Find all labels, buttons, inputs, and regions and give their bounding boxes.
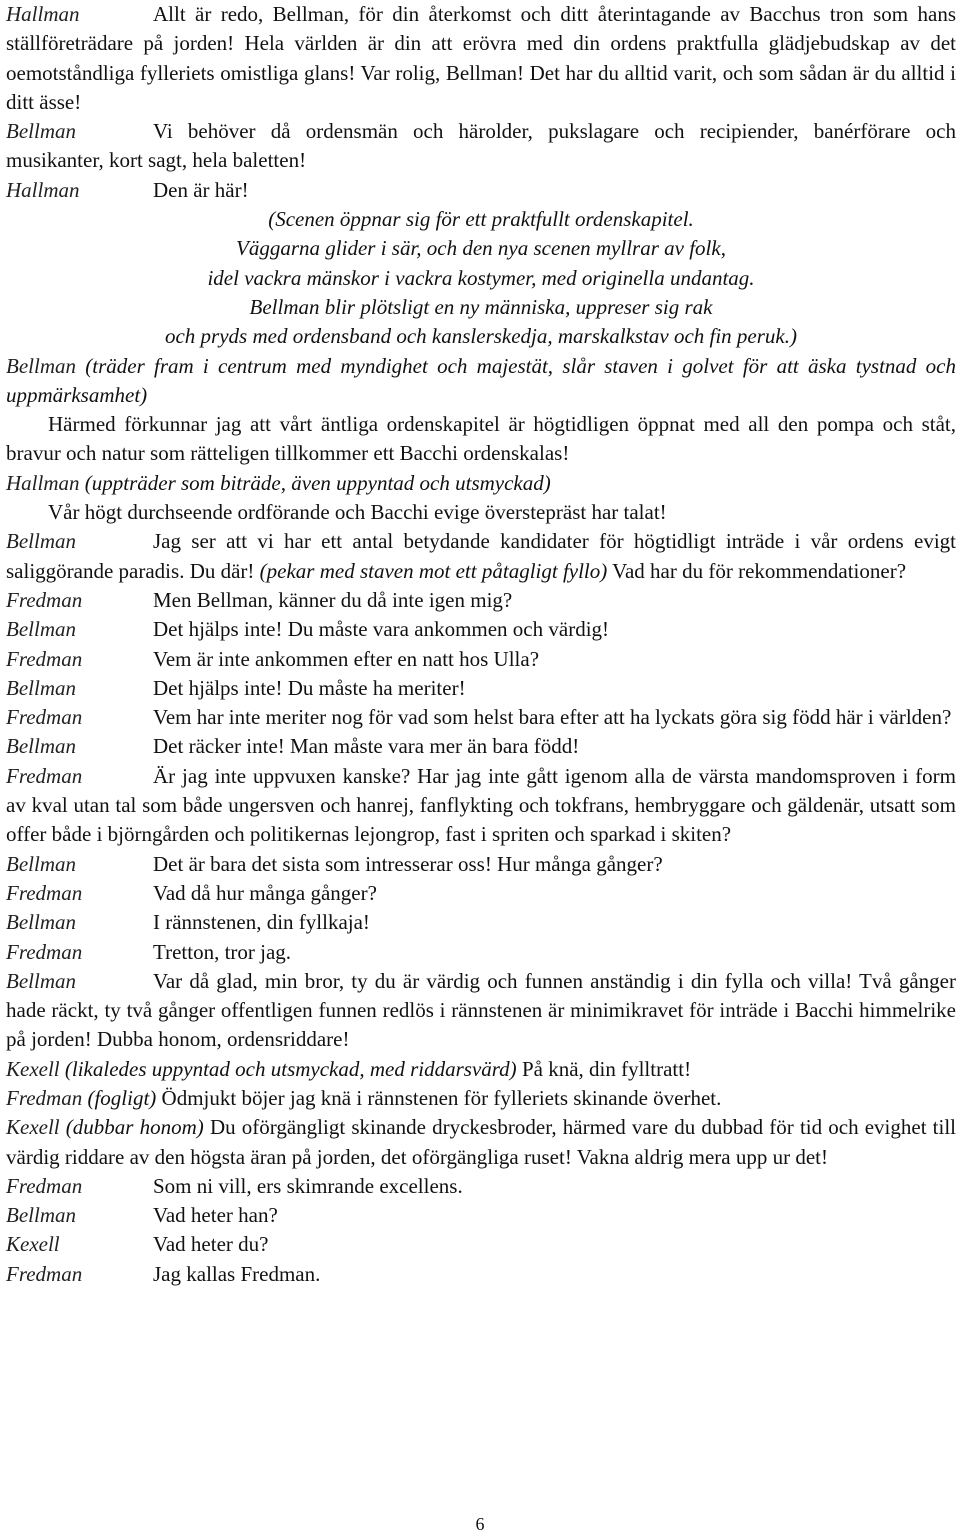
dialogue-line [6,0,956,117]
line-text: Det är bara det sista som intresserar oss! Hur många gånger? [153,851,663,876]
speaker-name: Fredman [6,1261,83,1286]
line-text: Vad heter han? [153,1203,278,1228]
speaker-name: Bellman [6,851,76,876]
speaker-name: Bellman [6,119,76,144]
line-text: Som ni vill, ers skimrande excellens. [153,1173,463,1198]
line-text: Den är här! [153,177,249,202]
dialogue-line [6,908,956,937]
speaker-name: Fredman [6,763,83,788]
speaker-name: Fredman [6,705,83,730]
stage-direction [6,352,956,411]
speaker-name: Bellman [6,1203,76,1228]
dialogue-line [6,762,956,850]
stage-direction-line: Bellman blir plötsligt en ny människa, uppreser sig rak [249,294,713,319]
speaker-name: Fredman [6,587,83,612]
speaker-name: Bellman [6,734,76,759]
speaker-name: Bellman [6,617,76,642]
line-text: Vad heter du? [153,1232,269,1257]
dialogue-line [6,117,956,176]
line-text: Vad då hur många gånger? [153,880,377,905]
direction-text: (pekar med staven mot ett påtagligt fyllo) [259,558,608,583]
line-text: Det hjälps inte! Du måste ha meriter! [153,675,466,700]
direction-text: (dubbar honom) [65,1115,204,1140]
dialogue-line [6,938,956,967]
line-text: Vem har inte meriter nog för vad som helst bara efter att ha lyckats göra sig född här i världen? [153,705,952,730]
line-text: Jag kallas Fredman. [153,1261,321,1286]
line-text: I rännstenen, din fyllkaja! [153,910,370,935]
dialogue-line [6,732,956,761]
speaker-name: Fredman [6,1173,83,1198]
speech-text: Vår högt durchseende ordförande och Bacchi evige överstepräst har talat! [48,500,667,525]
line-text: Ödmjukt böjer jag knä i rännstenen för fylleriets skinande överhet. [161,1085,722,1110]
speaker-name: Hallman [6,2,80,26]
speaker-name: Fredman [6,1085,83,1110]
line-text: Vem är inte ankommen efter en natt hos Ulla? [153,646,540,671]
line-text: Du oförgängligt skinande dryckesbroder, härmed vare du dubbad för tid och evighet till värdig riddare av den högsta äran på jorden, det oförgängliga ruset! Vakna aldrig mera upp ur det! [6,1115,957,1169]
dialogue-line [6,1113,956,1172]
stage-direction-line: och pryds med ordensband och kanslerskedja, marskalkstav och fin peruk.) [164,324,797,349]
line-text: Jag ser att vi har ett antal betydande kandidater för högtidligt inträde i vår ordens evigt saliggörande paradis. Du där! [6,529,956,583]
line-text: Vi behöver då ordensmän och härolder, pukslagare och recipiender, banérförare och musikanter, kort sagt, hela baletten! [6,119,956,173]
speaker-name: Fredman [6,939,83,964]
stage-direction-line: Väggarna glider i sär, och den nya scenen myllrar av folk, [236,236,726,261]
line-text: Det hjälps inte! Du måste vara ankommen och värdig! [153,617,610,642]
dialogue-line [6,1084,956,1113]
speaker-name: Bellman [6,529,76,554]
direction-text: (likaledes uppyntad och utsmyckad, med riddarsvärd) [64,1056,517,1081]
stage-direction-line: idel vackra mänskor i vackra kostymer, med originella undantag. [207,265,755,290]
speaker-name: Kexell [6,1115,60,1140]
speaker-name: Bellman [6,675,76,700]
speaker-name: Fredman [6,880,83,905]
line-text: Allt är redo, Bellman, för din återkomst och ditt återintagande av Bacchus tron som hans ställföreträdare på jorden! Hela världen är din att erövra med din ordens praktfulla glädjebudskap av det oemotståndliga fylleriets omistliga glans! Var rolig, Bellman! Det har du alltid varit, och som sådan är du alltid i ditt ässe! [6,2,956,114]
line-text: Är jag inte uppvuxen kanske? Har jag inte gått igenom alla de värsta mandomsproven i form av kval utan tal som både ungersven och hanrej, fanflykting och tokfrans, hembryggare och gäldenär, utsatt som offer både i björngården och politikernas lejongrop, fast i spriten och sparkad i skiten? [6,763,956,847]
direction-text: (uppträder som biträde, även uppyntad och utsmyckad) [84,470,551,495]
dialogue-list [6,1172,956,1289]
dialogue-line [6,615,956,644]
speaker-name: Bellman [6,353,76,378]
line-text: Men Bellman, känner du då inte igen mig? [153,587,513,612]
speaker-name: Kexell [6,1232,60,1257]
dialogue-line [6,967,956,1055]
line-text: Vad har du för rekommendationer? [612,558,907,583]
dialogue-line [6,586,956,615]
dialogue-line [6,645,956,674]
dialogue-line [6,674,956,703]
dialogue-line [6,1230,956,1259]
dialogue-line [6,879,956,908]
speaker-name: Kexell [6,1056,60,1081]
stage-direction-block [6,205,956,351]
line-text: Det räcker inte! Man måste vara mer än bara född! [153,734,580,759]
speech-text: Härmed förkunnar jag att vårt äntliga ordenskapitel är högtidligen öppnat med all den pompa och ståt, bravur och natur som rätteligen tillkommer ett Bacchi ordenskalas! [6,412,956,466]
line-text: Var då glad, min bror, ty du är värdig och funnen anständig i din fylla och villa! Två gånger hade räckt, ty två gånger offentligen funnen redlös i rännstenen är minimikravet för inträde i Bacchi himmelrike på jorden! Dubba honom, ordensriddare! [6,968,956,1052]
line-text: Tretton, tror jag. [153,939,292,964]
line-text: På knä, din fylltratt! [521,1056,692,1081]
speaker-name: Bellman [6,910,76,935]
direction-text: (träder fram i centrum med myndighet och majestät, slår staven i golvet för att äska tystnad och uppmärksamhet) [6,353,957,407]
dialogue-line [6,1172,956,1201]
dialogue-line [6,1260,956,1289]
speaker-name: Hallman [6,177,80,202]
speaker-name: Bellman [6,968,76,993]
dialogue-line [6,1055,956,1084]
speaker-name: Fredman [6,646,83,671]
dialogue-line [6,527,956,586]
dialogue-line [6,176,956,205]
stage-direction [6,469,956,498]
page-number: 6 [475,1514,485,1534]
dialogue-line [6,850,956,879]
dialogue-line [6,1201,956,1230]
direction-text: (fogligt) [87,1085,157,1110]
dialogue-list [6,586,956,1055]
script-page [6,0,956,1289]
speaker-name: Hallman [6,470,80,495]
dialogue-line [6,703,956,732]
stage-direction-line: (Scenen öppnar sig för ett praktfullt ordenskapitel. [268,207,694,232]
